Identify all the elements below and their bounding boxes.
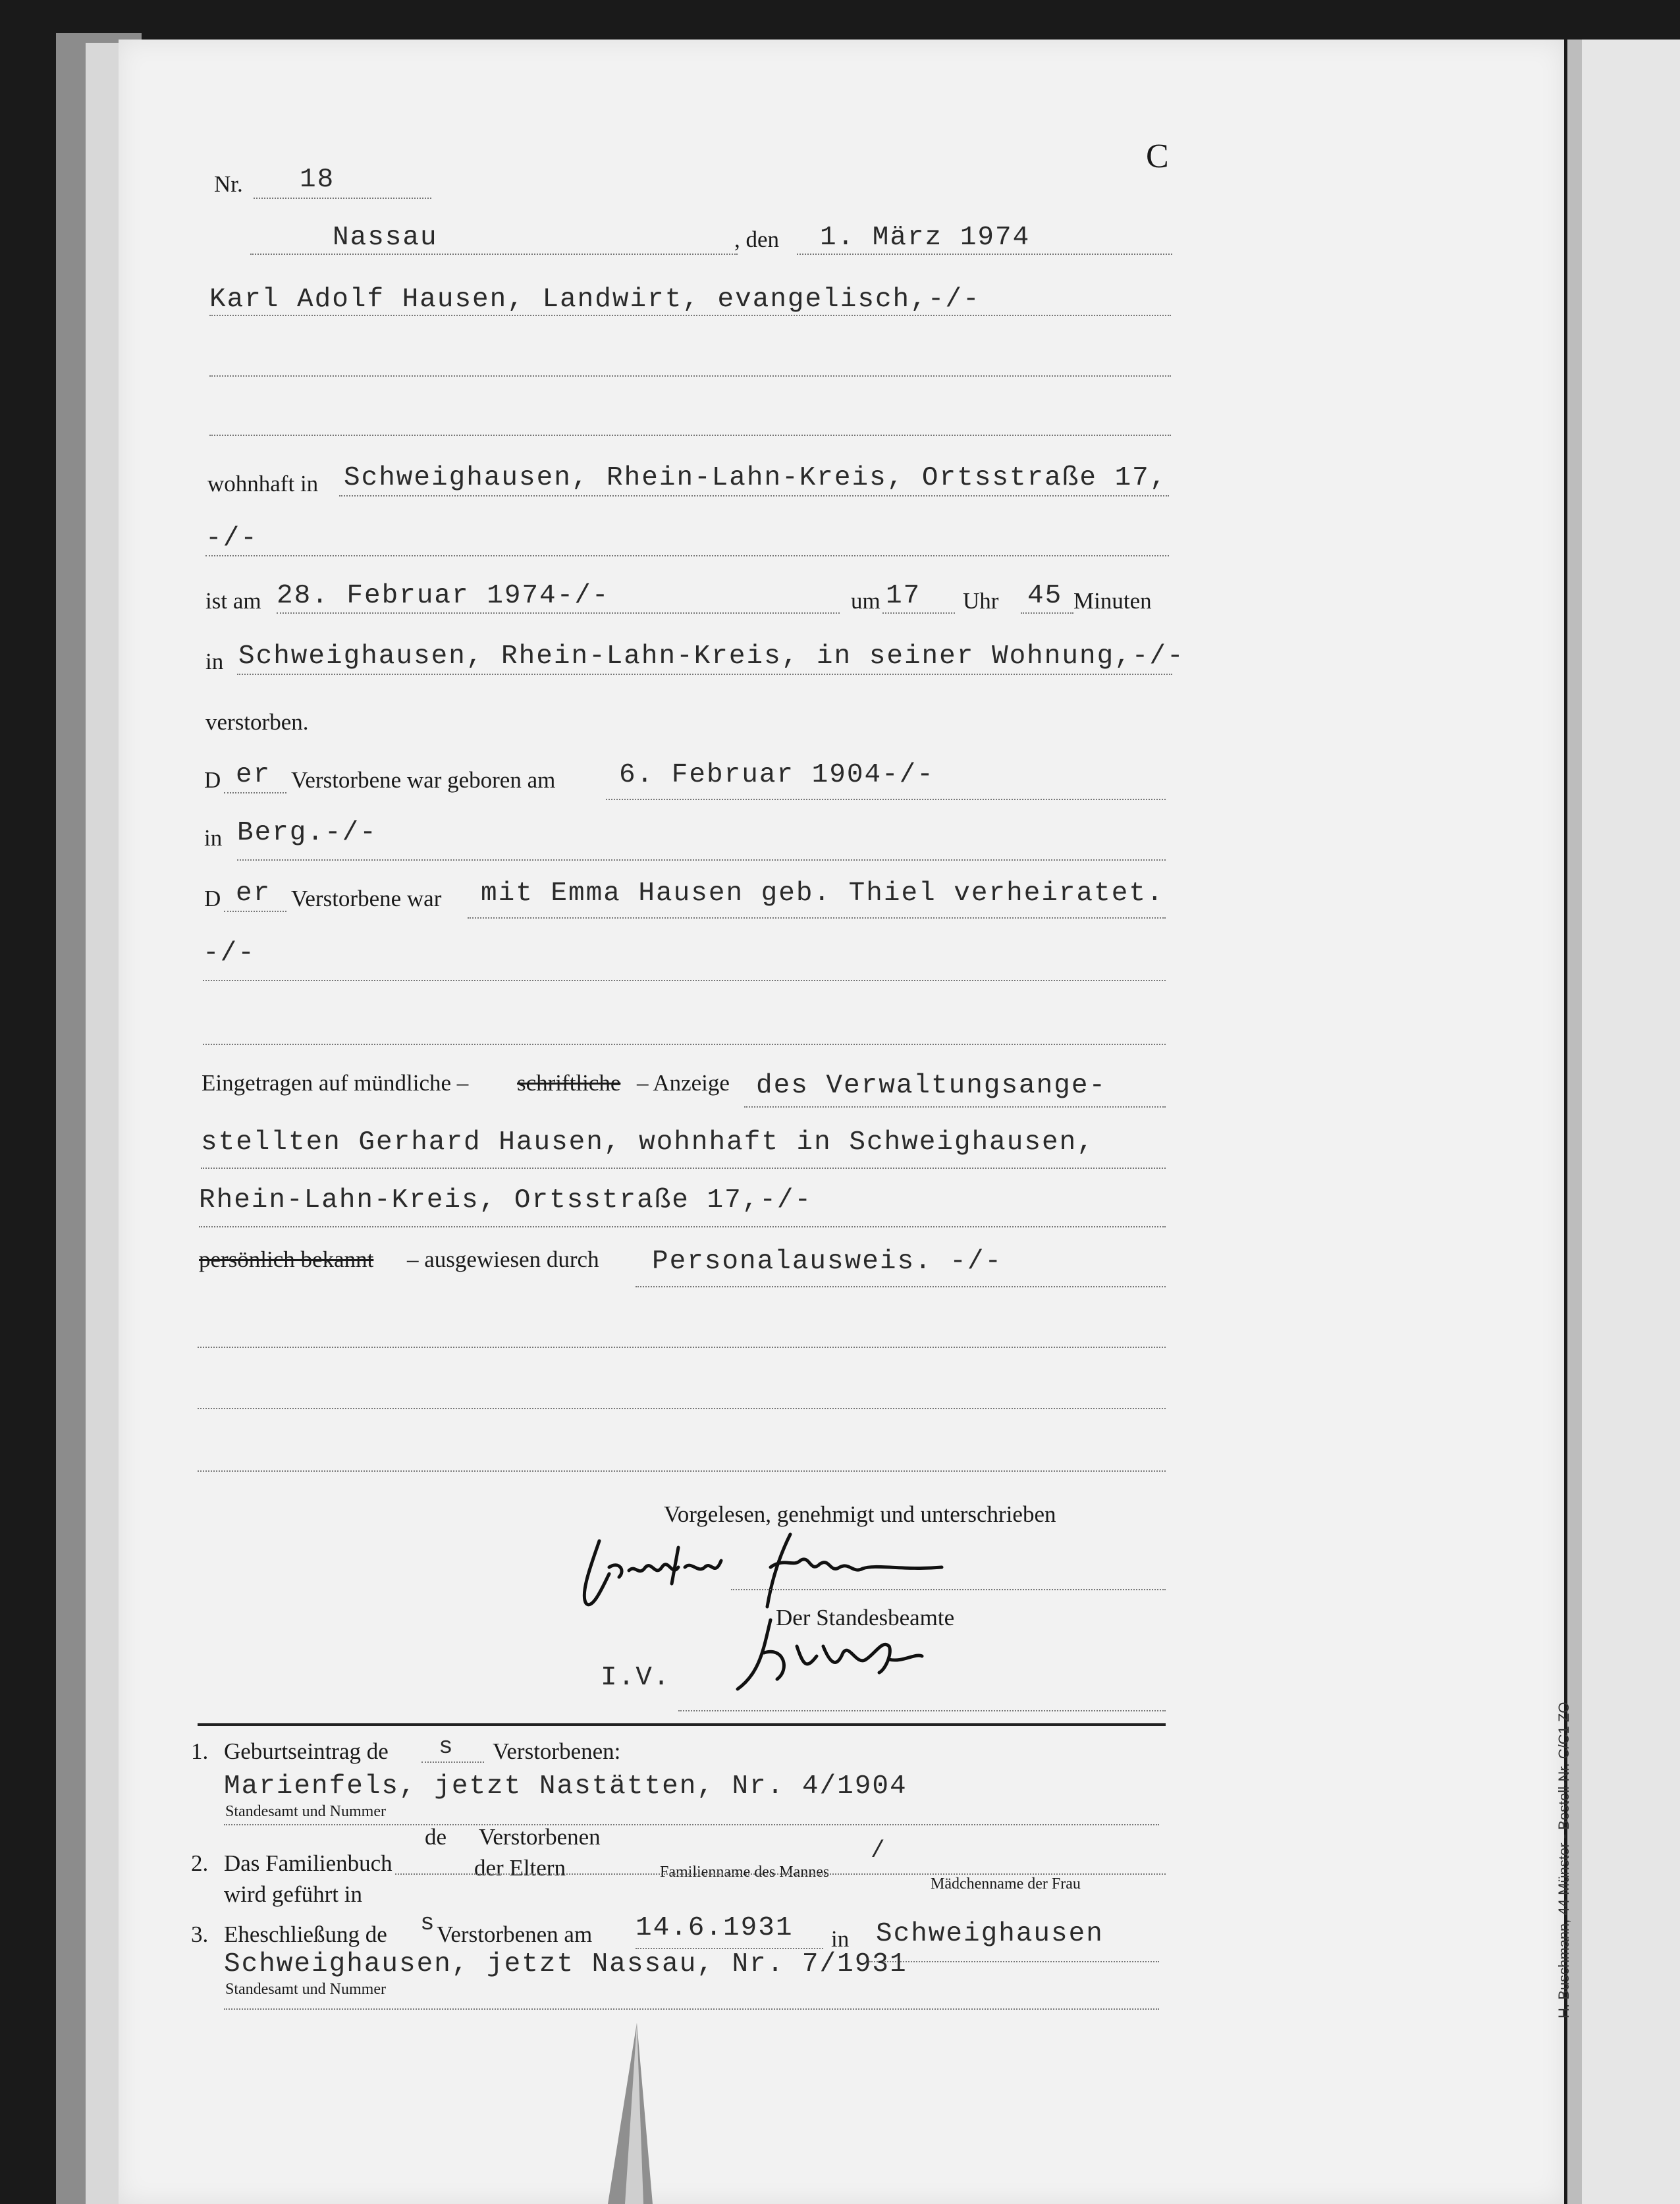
dotted-line (199, 1226, 1166, 1227)
marriage-continuation: -/- (203, 938, 256, 969)
dotted-line (250, 254, 738, 255)
dotted-line (882, 612, 955, 614)
schriftliche-struck: schriftliche (517, 1070, 621, 1096)
dotted-line (224, 2008, 1159, 2010)
dotted-line (744, 1106, 1166, 1108)
ist-am-label: ist am (205, 588, 261, 614)
dotted-line (237, 859, 1166, 861)
dotted-line (224, 911, 286, 912)
slash-separator: / (871, 1837, 886, 1864)
standesamt-label-1: Standesamt und Nummer (225, 1803, 386, 1820)
gender-suffix-2: er (236, 878, 271, 909)
familienbuch-de: de (425, 1824, 447, 1850)
married-label: Verstorbene war (291, 886, 442, 911)
dotted-line (797, 254, 1172, 255)
verstorben-label: verstorben. (205, 709, 309, 735)
dotted-line (203, 980, 1166, 981)
anzeige-label: – Anzeige (637, 1070, 730, 1096)
death-place: Schweighausen, Rhein-Lahn-Kreis, in seiner Wohnung,-/- (238, 641, 1185, 672)
dotted-line (277, 612, 840, 614)
dotted-line (636, 1286, 1166, 1287)
in-label: in (205, 649, 224, 674)
geburt-label: Geburtseintrag de (224, 1738, 389, 1764)
deceased-name: Karl Adolf Hausen, Landwirt, evangelisch,-/- (209, 284, 981, 315)
d-prefix-1: D (204, 767, 221, 793)
birth-register: Marienfels, jetzt Nastätten, Nr. 4/1904 (224, 1771, 908, 1802)
item-1-number: 1. (191, 1738, 209, 1764)
registry-date: 1. März 1974 (820, 223, 1031, 253)
dotted-line (224, 792, 286, 793)
dotted-line (198, 1347, 1166, 1348)
dotted-line (203, 1044, 1166, 1045)
document-page (119, 40, 1564, 2204)
form-code-letter: C (1146, 138, 1169, 175)
dotted-line (205, 555, 1169, 556)
ehe-in-label: in (831, 1926, 850, 1952)
registry-place: Nassau (333, 223, 438, 253)
informant-signature (573, 1521, 942, 1613)
death-hour: 17 (886, 581, 921, 611)
dotted-line (339, 495, 1169, 497)
ehe-label-end: Verstorbenen am (437, 1922, 593, 1947)
informant-line-1: des Verwaltungsange- (756, 1071, 1107, 1101)
item-2-number: 2. (191, 1850, 209, 1876)
dotted-line (731, 1589, 1166, 1590)
d-prefix-2: D (204, 886, 221, 911)
familienbuch-label: Das Familienbuch (224, 1850, 393, 1876)
residence-continuation: -/- (205, 524, 258, 554)
ehe-label: Eheschließung de (224, 1922, 387, 1947)
residence: Schweighausen, Rhein-Lahn-Kreis, Ortsstraße 17, (344, 463, 1168, 493)
birth-date: 6. Februar 1904-/- (619, 760, 935, 790)
dotted-line (421, 1761, 484, 1763)
iv-label: I.V. (601, 1663, 671, 1693)
geburt-label-end: Verstorbenen: (493, 1738, 621, 1764)
item-3-number: 3. (191, 1922, 209, 1947)
death-minutes: 45 (1027, 581, 1063, 611)
dotted-line (395, 1873, 1166, 1875)
gender-suffix-1: er (236, 760, 271, 790)
dotted-line (198, 1470, 1166, 1472)
registrar-signature (724, 1607, 962, 1699)
standesbeamte-label: Der Standesbeamte (776, 1605, 955, 1630)
dotted-line (201, 1168, 1166, 1169)
printer-note: H. Buschmann, 44 Münster - Bestell-Nr. C/C1 ZO (1556, 1702, 1572, 2018)
marriage-date: 14.6.1931 (636, 1913, 794, 1943)
dotted-line (1021, 612, 1073, 614)
den-label: , den (734, 227, 780, 252)
marriage-info: mit Emma Hausen geb. Thiel verheiratet. (481, 878, 1164, 909)
entry-number: 18 (300, 165, 335, 195)
dotted-line (198, 1408, 1166, 1409)
geburt-suffix: s (439, 1733, 454, 1760)
minuten-label: Minuten (1073, 588, 1152, 614)
familienbuch-eltern: der Eltern (474, 1855, 566, 1881)
dotted-line (468, 917, 1166, 919)
section-rule (198, 1723, 1166, 1726)
dotted-line (254, 198, 431, 199)
birth-in-label: in (204, 825, 223, 851)
born-label: Verstorbene war geboren am (291, 767, 556, 793)
ehe-suffix: s (420, 1910, 436, 1937)
id-document: Personalausweis. -/- (652, 1247, 1003, 1277)
dotted-line (224, 1824, 1159, 1825)
death-date: 28. Februar 1974-/- (277, 581, 610, 611)
vorgelesen-text: Vorgelesen, genehmigt und unterschrieben (664, 1501, 1056, 1527)
informant-line-3: Rhein-Lahn-Kreis, Ortsstraße 17,-/- (199, 1185, 813, 1216)
dotted-line (209, 315, 1171, 316)
persoenlich-struck: persönlich bekannt (199, 1247, 374, 1272)
eingetragen-label: Eingetragen auf mündliche – (202, 1070, 469, 1096)
marriage-place: Schweighausen (876, 1919, 1104, 1949)
um-label: um (851, 588, 881, 614)
maedchenname-frau-label: Mädchenname der Frau (931, 1875, 1081, 1893)
informant-line-2: stellten Gerhard Hausen, wohnhaft in Schweighausen, (201, 1127, 1095, 1158)
wird-gefuehrt-label: wird geführt in (224, 1881, 362, 1907)
pen-tip (596, 2022, 655, 2204)
dotted-line (209, 435, 1171, 436)
birth-place: Berg.-/- (237, 818, 377, 848)
familienname-mann-label: Familienname des Mannes (660, 1864, 830, 1881)
dotted-line (678, 1710, 1166, 1711)
dotted-line (209, 375, 1171, 377)
ausgewiesen-label: – ausgewiesen durch (407, 1247, 599, 1272)
standesamt-label-2: Standesamt und Nummer (225, 1981, 386, 1998)
uhr-label: Uhr (963, 588, 999, 614)
dotted-line (237, 674, 1172, 675)
familienbuch-verstorbenen: Verstorbenen (479, 1824, 601, 1850)
dotted-line (606, 799, 1166, 800)
marriage-register: Schweighausen, jetzt Nassau, Nr. 7/1931 (224, 1949, 908, 1979)
dotted-line (869, 1961, 1159, 1962)
nr-label: Nr. (214, 171, 243, 197)
wohnhaft-label: wohnhaft in (207, 471, 319, 497)
